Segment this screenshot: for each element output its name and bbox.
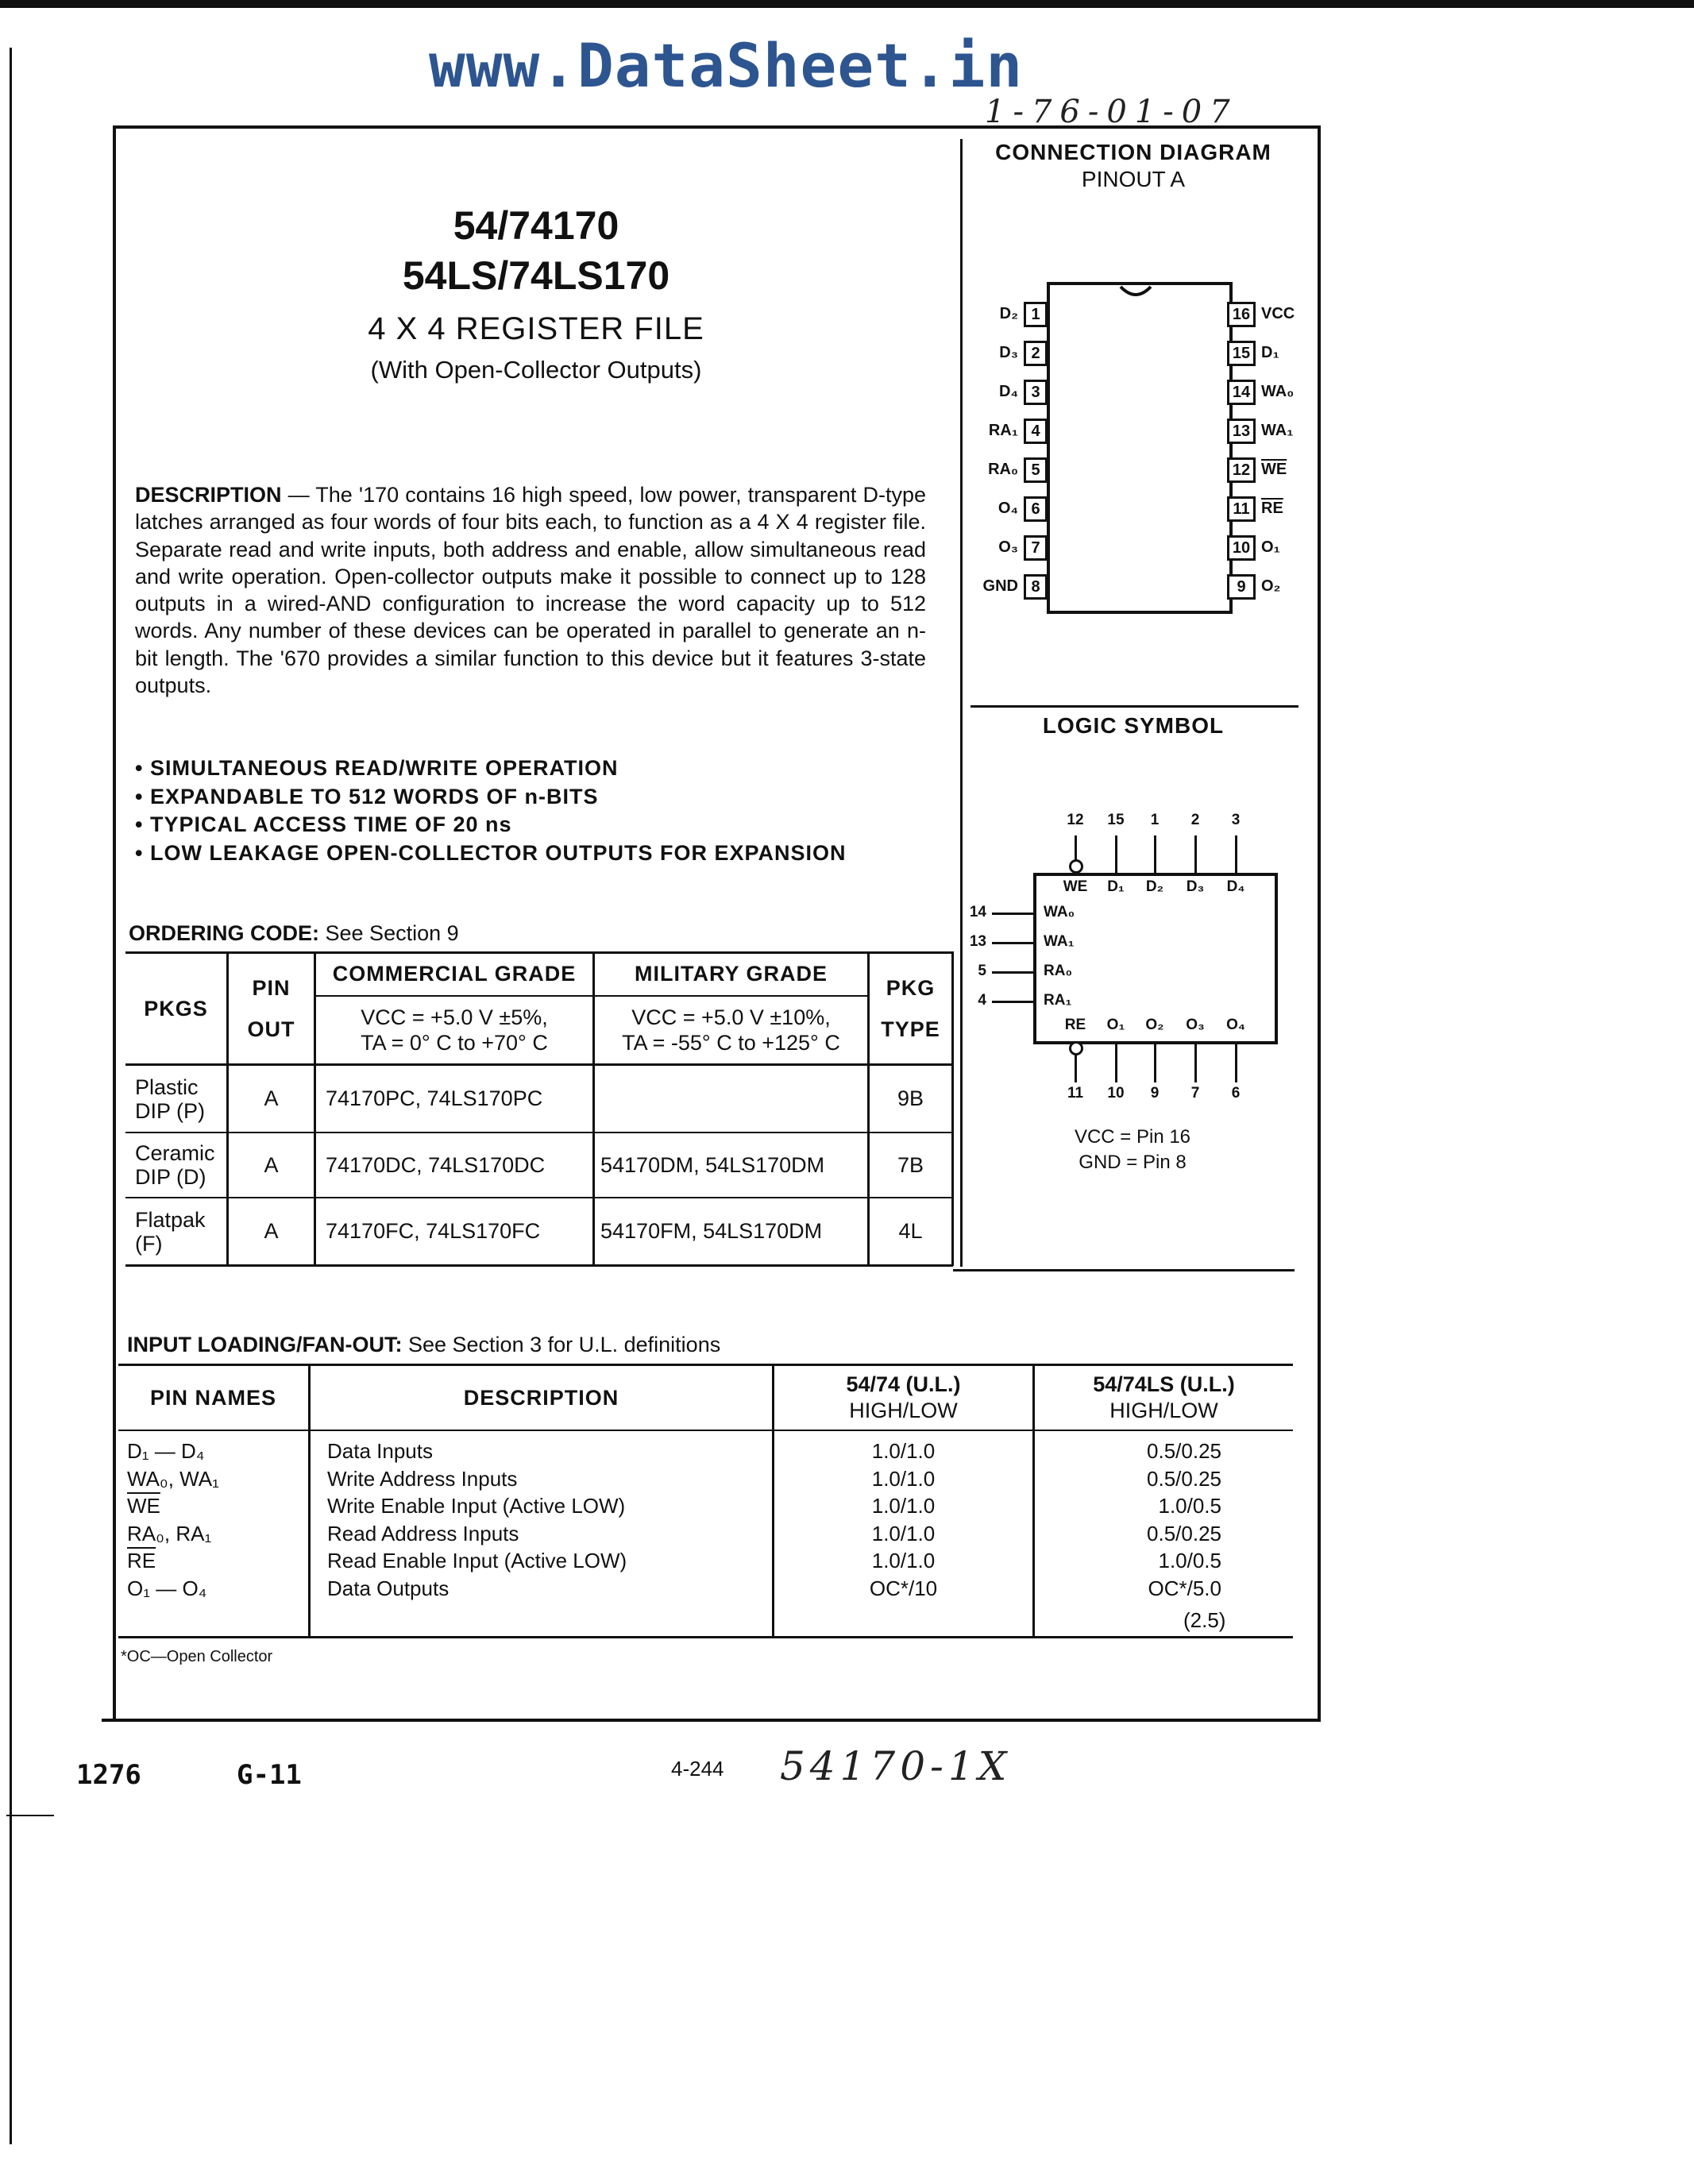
pin-label: VCC [1261, 305, 1295, 322]
pin-label: D₁ [1107, 878, 1125, 895]
header-pkgs: PKGS [144, 996, 208, 1021]
watermark: www.DataSheet.in [429, 30, 1024, 101]
pin-number-box: 5 [1024, 457, 1048, 483]
commercial-cell: 74170DC, 74LS170DC [326, 1152, 546, 1177]
footer-code-2: G-11 [237, 1759, 302, 1791]
pin-number: 1 [1150, 812, 1160, 828]
std-loading: 1.0/1.0 [871, 1466, 936, 1491]
pin-line [1235, 1041, 1237, 1082]
pin-description: Write Enable Input (Active LOW) [327, 1494, 626, 1518]
pkg-subname: (F) [135, 1231, 163, 1256]
std-loading: 1.0/1.0 [871, 1521, 936, 1545]
pin-number: 14 [969, 904, 986, 920]
pkg-cell [135, 1066, 230, 1132]
ls-loading: 0.5/0.25 [1147, 1466, 1221, 1491]
pin-label: RA₀ [988, 461, 1018, 478]
pin-number-box: 15 [1227, 341, 1256, 366]
pinout-cell: A [264, 1219, 279, 1243]
chip-notch-icon [1116, 282, 1156, 306]
loading-heading [127, 1333, 720, 1357]
header-description: DESCRIPTION [463, 1385, 619, 1410]
pin-line [992, 971, 1035, 974]
page-number: 4-244 [671, 1757, 724, 1781]
footnote: *OC—Open Collector [121, 1648, 273, 1665]
frame-left [113, 125, 116, 1722]
pin-line [992, 913, 1035, 915]
inversion-bubble-icon [1069, 1041, 1083, 1055]
pin-description: Data Outputs [327, 1576, 450, 1600]
pin-number: 2 [1190, 812, 1200, 828]
connection-title: CONNECTION DIAGRAM [995, 140, 1271, 164]
handwritten-part-number: 54170-1X [780, 1743, 1012, 1789]
pin-label: RE [1064, 1017, 1086, 1033]
feature-item: • TYPICAL ACCESS TIME OF 20 ns [135, 812, 512, 836]
pin-number: 6 [1231, 1085, 1241, 1102]
header-military: MILITARY GRADE [635, 962, 828, 986]
description-label: DESCRIPTION [135, 483, 282, 507]
right-section-divider [970, 705, 1298, 708]
description [135, 481, 926, 699]
table-row [125, 1066, 953, 1132]
pin-number-box: 2 [1024, 341, 1048, 366]
pin-line [1235, 835, 1237, 874]
top-edge [0, 0, 1694, 8]
pin-label: D₄ [999, 383, 1018, 400]
header-ls-hl: HIGH/LOW [1109, 1399, 1218, 1422]
pkg-type-cell: 9B [897, 1086, 924, 1110]
header-pin: PIN [252, 976, 291, 1000]
handwritten-top-note: 1-76-01-07 [985, 94, 1238, 130]
pin-label: D₃ [999, 344, 1018, 361]
pin-number-box: 1 [1024, 302, 1048, 327]
chip-body [1047, 282, 1233, 614]
pin-label: RA₀ [1044, 963, 1073, 979]
footer-code-1: 1276 [76, 1759, 141, 1791]
table1-bottom-ext [953, 1269, 1295, 1271]
subtitle-note: (With Open-Collector Outputs) [370, 356, 702, 384]
left-margin-line [10, 48, 12, 2144]
pin-description: Read Enable Input (Active LOW) [327, 1549, 627, 1572]
military-condition-vcc: VCC = +5.0 V ±10%, [631, 1005, 831, 1029]
pkg-type-cell: 7B [897, 1152, 924, 1177]
pin-description: Write Address Inputs [327, 1466, 518, 1491]
pin-label: RA₁ [1044, 992, 1072, 1009]
pin-number-box: 7 [1024, 535, 1048, 561]
pin-line [1194, 1041, 1197, 1082]
header-ls: 54/74LS (U.L.) [1093, 1372, 1235, 1396]
pin-label: O₃ [998, 538, 1018, 556]
pin-line [1115, 835, 1117, 874]
pin-number: 10 [1107, 1085, 1125, 1102]
pin-line [1194, 835, 1197, 874]
header-commercial: COMMERCIAL GRADE [332, 962, 577, 986]
military-cell [600, 1066, 862, 1132]
header-std-hl: HIGH/LOW [849, 1399, 958, 1422]
pin-number: 4 [978, 992, 986, 1009]
table-row [125, 1133, 953, 1197]
commercial-condition-ta: TA = 0° C to +70° C [361, 1031, 548, 1055]
pin-line [1075, 1055, 1077, 1082]
pin-number-box: 13 [1227, 419, 1256, 444]
pin-label: O₃ [1186, 1017, 1205, 1033]
ls-loading: OC*/5.0 [1148, 1576, 1221, 1600]
pin-number: 9 [1150, 1085, 1160, 1102]
pin-label: RA₁ [988, 422, 1018, 439]
pkg-name: Ceramic [135, 1141, 215, 1165]
feature-item: • LOW LEAKAGE OPEN-COLLECTOR OUTPUTS FOR EXPANSION [135, 841, 847, 865]
pin-number-box: 12 [1227, 457, 1256, 483]
pin-number-box: 9 [1227, 574, 1256, 600]
ls-extra-value: (2.5) [1183, 1608, 1226, 1632]
pkg-type-cell: 4L [898, 1219, 923, 1243]
table-row [125, 1198, 953, 1264]
pin-label: WA₁ [1261, 422, 1294, 439]
pin-number: 11 [1067, 1085, 1084, 1102]
pkg-cell [135, 1133, 230, 1197]
connection-subtitle: PINOUT A [1081, 167, 1186, 191]
header-std: 54/74 (U.L.) [846, 1372, 961, 1396]
pin-number-box: 4 [1024, 419, 1048, 444]
title-line2: 54LS/74LS170 [402, 253, 670, 298]
pin-label: O₁ [1261, 538, 1280, 556]
pkg-subname: DIP (D) [135, 1165, 206, 1189]
pin-line [1154, 1041, 1156, 1082]
pin-label: O₁ [1106, 1017, 1125, 1033]
pin-label: WA₁ [1044, 933, 1075, 950]
pin-label: D₄ [1226, 878, 1245, 895]
footer-edge-line [6, 1815, 54, 1816]
pin-label: WE [1063, 878, 1088, 895]
header-type: TYPE [881, 1017, 940, 1041]
pin-number: 7 [1190, 1085, 1200, 1102]
pin-label: D₃ [1186, 878, 1205, 895]
pin-label: O₄ [1226, 1017, 1245, 1033]
pin-line [1154, 835, 1156, 874]
pin-label: WA₀ [1261, 383, 1295, 400]
ls-loading: 1.0/0.5 [1158, 1549, 1221, 1572]
loading-ref: See Section 3 for U.L. definitions [402, 1333, 721, 1356]
pin-label: D₁ [1261, 344, 1279, 361]
pin-number-box: 8 [1024, 574, 1048, 600]
pin-number-box: 14 [1227, 380, 1256, 405]
header-out: OUT [247, 1017, 295, 1041]
pin-number: 12 [1067, 812, 1084, 828]
frame-bottom [102, 1719, 1321, 1722]
pin-label: O₄ [997, 500, 1018, 517]
pinout-cell: A [264, 1086, 279, 1110]
pin-number-box: 3 [1024, 380, 1048, 405]
pin-label: D₂ [999, 305, 1018, 322]
pin-label: O₂ [1145, 1017, 1164, 1033]
gnd-pin-note: GND = Pin 8 [1079, 1152, 1187, 1173]
pkg-cell [135, 1198, 230, 1264]
std-loading: 1.0/1.0 [871, 1439, 936, 1463]
pin-line [1115, 1041, 1117, 1082]
pin-label: $\overline{WE}$ [1261, 461, 1287, 478]
pin-name: O₁ — O₄ [127, 1576, 207, 1600]
ls-loading: 1.0/0.5 [1158, 1494, 1221, 1518]
military-cell: 54170DM, 54LS170DM [600, 1152, 825, 1177]
pin-label: O₂ [1261, 577, 1281, 595]
commercial-cell: 74170FC, 74LS170FC [326, 1219, 541, 1243]
pin-number: 3 [1231, 812, 1241, 828]
pin-name: RA₀, RA₁ [127, 1521, 212, 1545]
header-pkg: PKG [886, 976, 936, 1000]
loading-label: INPUT LOADING/FAN-OUT: [127, 1333, 403, 1356]
ordering-label: ORDERING CODE: [129, 921, 320, 945]
pin-description: Data Inputs [327, 1439, 433, 1463]
vcc-pin-note: VCC = Pin 16 [1074, 1126, 1191, 1148]
ordering-ref: See Section 9 [319, 921, 459, 945]
header-pin-names: PIN NAMES [149, 1385, 277, 1410]
ls-loading: 0.5/0.25 [1147, 1439, 1221, 1463]
pin-label: D₂ [1145, 878, 1164, 895]
pin-line [992, 942, 1035, 944]
ls-loading: 0.5/0.25 [1147, 1521, 1221, 1545]
commercial-condition-vcc: VCC = +5.0 V ±5%, [361, 1005, 548, 1029]
feature-item: • SIMULTANEOUS READ/WRITE OPERATION [135, 756, 619, 780]
std-loading: 1.0/1.0 [871, 1549, 936, 1572]
pin-number-box: 16 [1227, 302, 1256, 327]
pkg-name: Plastic [135, 1075, 199, 1099]
std-loading: OC*/10 [869, 1576, 938, 1600]
frame-right [1318, 125, 1321, 1722]
pin-number-box: 10 [1227, 535, 1256, 561]
pin-description: Read Address Inputs [327, 1521, 519, 1545]
military-cell: 54170FM, 54LS170DM [600, 1219, 823, 1243]
ordering-heading [129, 921, 459, 946]
pin-label: $\overline{RE}$ [1261, 500, 1283, 517]
inversion-bubble-icon [1069, 859, 1083, 874]
pkg-subname: DIP (P) [135, 1098, 206, 1123]
pin-name: WA₀, WA₁ [127, 1466, 219, 1491]
title-line1: 54/74170 [453, 203, 619, 248]
pkg-name: Flatpak [135, 1207, 206, 1232]
pin-number: 15 [1107, 812, 1125, 828]
subtitle: 4 X 4 REGISTER FILE [368, 311, 704, 346]
description-text: — The '170 contains 16 high speed, low power, transparent D-type latches arranged as four words of four bits each, to function as a 4 X 4 register file. Separate read and write inputs, both address and enable, allow simultaneous read and write operation. Open-collector outputs make it possible to connect up to 128 outputs in a wired-AND configuration to increase the word capacity up to 512 words. Any number of these devices can be operated in parallel to generate an n-bit length. The '670 provides a similar function to this device but it features 3-state outputs. [135, 483, 926, 698]
pin-label: WA₀ [1044, 904, 1075, 920]
pin-line [992, 1001, 1035, 1003]
feature-item: • EXPANDABLE TO 512 WORDS OF n-BITS [135, 785, 599, 808]
pin-number: 13 [969, 933, 986, 950]
military-condition-ta: TA = -55° C to +125° C [622, 1031, 840, 1055]
pin-line [1075, 835, 1077, 862]
pinout-cell: A [264, 1152, 279, 1177]
pin-name: $\overline{WE}$ [127, 1494, 160, 1518]
pin-number-box: 6 [1024, 496, 1048, 522]
pin-number: 5 [978, 963, 986, 979]
pin-number-box: 11 [1227, 496, 1256, 522]
std-loading: 1.0/1.0 [871, 1494, 936, 1518]
pin-name: D₁ — D₄ [127, 1439, 205, 1463]
logic-title: LOGIC SYMBOL [1042, 713, 1225, 738]
pin-label: GND [982, 577, 1018, 595]
commercial-cell: 74170PC, 74LS170PC [326, 1086, 543, 1110]
pin-name: $\overline{RE}$ [127, 1549, 156, 1572]
